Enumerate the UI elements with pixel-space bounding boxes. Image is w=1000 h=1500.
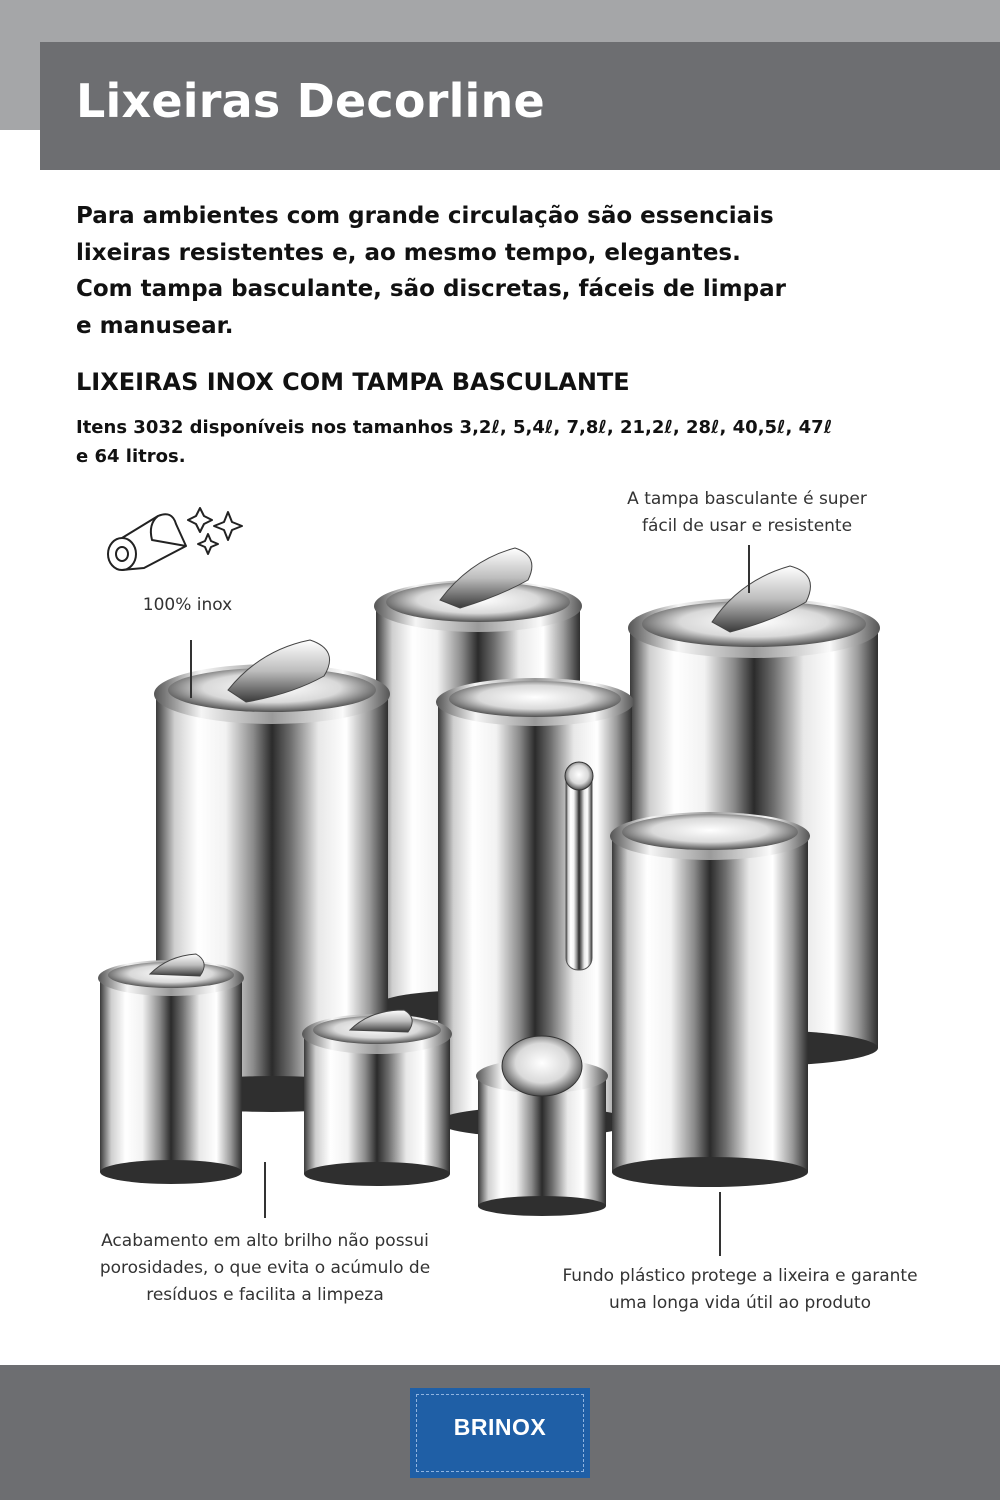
bin-small-left	[98, 954, 244, 1184]
acabamento-leader-line	[264, 1162, 266, 1218]
fundo-leader-line	[719, 1192, 721, 1256]
section-heading: LIXEIRAS INOX COM TAMPA BASCULANTE	[76, 368, 630, 396]
inox-callout-label: 100% inox	[142, 595, 233, 615]
bin-medium-right	[610, 812, 810, 1187]
brand-logo	[410, 1388, 590, 1478]
acabamento-callout	[60, 1228, 470, 1309]
intro-line: e manusear.	[76, 312, 234, 339]
bin-small-center	[302, 1010, 452, 1186]
top-strip	[0, 0, 1000, 42]
inox-leader-line	[190, 640, 192, 698]
steel-roll-sparkle-icon	[100, 494, 245, 579]
acabamento-callout-line: resíduos e facilita a limpeza	[146, 1285, 384, 1305]
intro-line: lixeiras resistentes e, ao mesmo tempo, elegantes.	[76, 239, 741, 266]
acabamento-callout-line: porosidades, o que evita o acúmulo de	[99, 1258, 431, 1278]
fundo-callout-line: Fundo plástico protege a lixeira e garante	[562, 1266, 918, 1286]
section-subtitle-line: Itens 3032 disponíveis nos tamanhos 3,2ℓ, 5,4ℓ, 7,8ℓ, 21,2ℓ, 28ℓ, 40,5ℓ, 47ℓ	[76, 417, 833, 438]
intro-paragraph	[76, 198, 956, 344]
tampa-callout-line: fácil de usar e resistente	[641, 516, 853, 536]
fundo-callout	[520, 1263, 960, 1317]
intro-line: Com tampa basculante, são discretas, fáceis de limpar	[76, 276, 786, 302]
intro-line: Para ambientes com grande circulação são essenciais	[76, 203, 774, 229]
acabamento-callout-line: Acabamento em alto brilho não possui	[101, 1231, 429, 1251]
left-accent-strip	[0, 42, 40, 130]
tampa-callout	[592, 486, 902, 540]
page-title: Lixeiras Decorline	[76, 74, 545, 128]
brand-name: BRINOX	[453, 1414, 547, 1440]
fundo-callout-line: uma longa vida útil ao produto	[608, 1293, 871, 1313]
section-subtitle-line: e 64 litros.	[76, 446, 186, 467]
product-illustration	[0, 470, 1000, 1230]
tampa-callout-line: A tampa basculante é super	[627, 489, 867, 509]
tampa-leader-line	[748, 545, 750, 593]
section-subtitle	[76, 413, 946, 471]
